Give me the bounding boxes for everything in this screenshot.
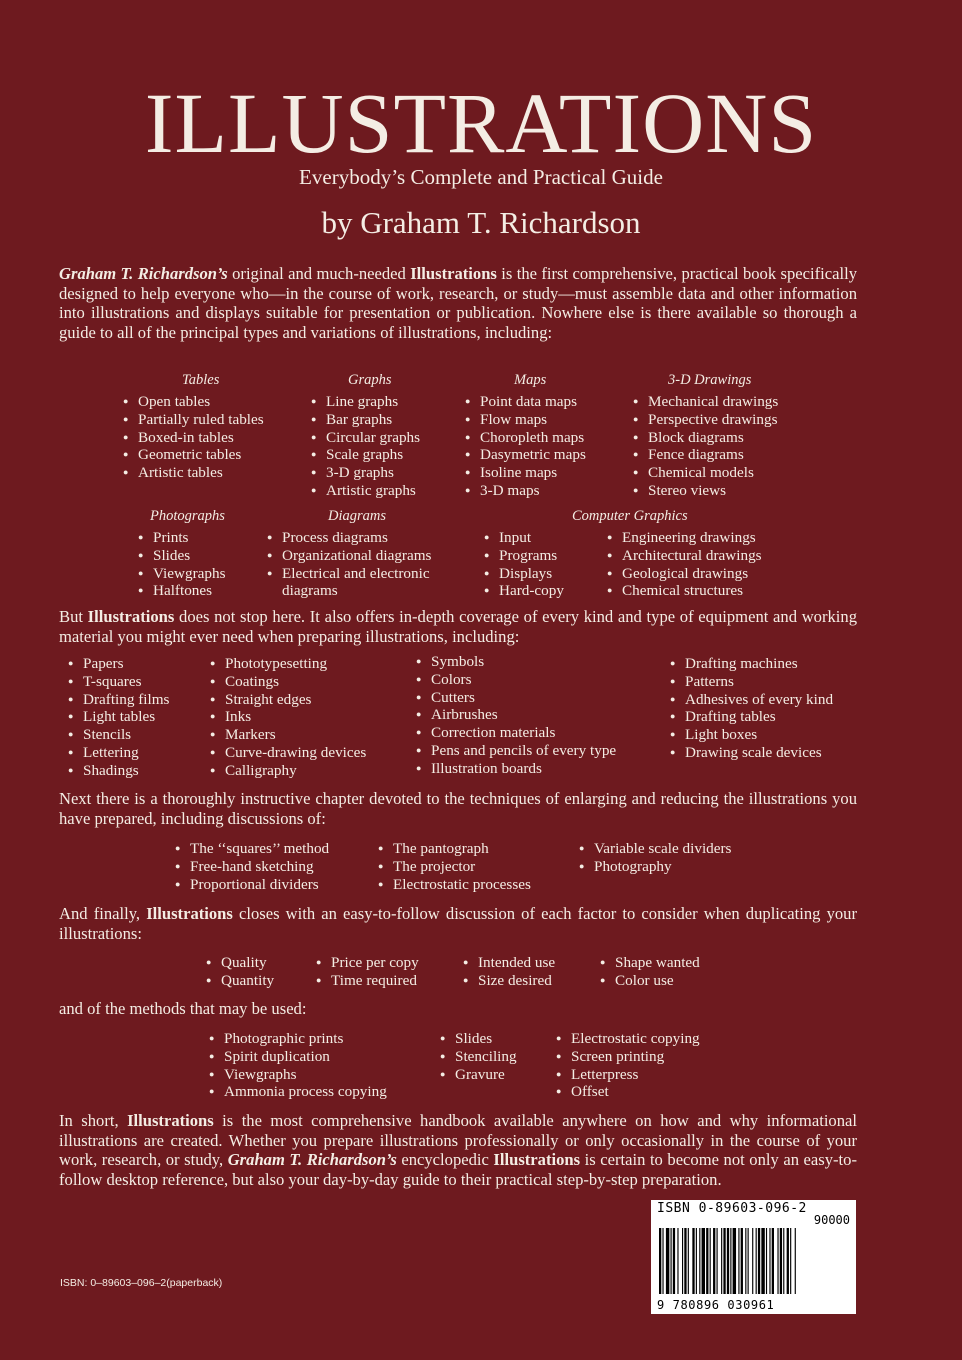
- list-item: ● Ammonia process copying: [209, 1083, 387, 1101]
- intro-book-title: Illustrations: [410, 264, 497, 283]
- list-item: ● Shape wanted: [600, 954, 700, 972]
- list-item: ● Cutters: [416, 689, 616, 707]
- list-photographs: [138, 529, 225, 600]
- list-tables: [123, 393, 264, 482]
- list-item: ● Hard-copy: [484, 582, 564, 600]
- enlarging-paragraph: Next there is a thoroughly instructive chapter devoted to the techniques of enlarging and reducing the illustrations you have prepared, including discussions of:: [59, 789, 857, 828]
- intro-paragraph: [59, 264, 857, 342]
- closing-text-2: is the most comprehensive handbook available anywhere on how and why informational illustrations are created. Whether you prepare illustrations professionally or only occasionally in the course of your work, research, or study,: [59, 1111, 857, 1169]
- duplicating-text-1: And finally,: [59, 904, 147, 923]
- list-item: ● Correction materials: [416, 724, 616, 742]
- list-item: ● Viewgraphs: [209, 1066, 387, 1084]
- list-item: ● Phototypesetting: [210, 655, 366, 673]
- list-item: ● Calligraphy: [210, 762, 366, 780]
- list-item: ● Isoline maps: [465, 464, 586, 482]
- list-item: ● Curve-drawing devices: [210, 744, 366, 762]
- list-item: ● Slides: [138, 547, 225, 565]
- list-item: ● Viewgraphs: [138, 565, 225, 583]
- list-item: ● Price per copy: [316, 954, 419, 972]
- equipment-text-2: does not stop here. It also offers in-depth coverage of every kind and type of equipment and working material you might ever need when preparing illustrations, including:: [59, 607, 857, 646]
- list-equipment-2: [210, 655, 366, 780]
- list-item: ● Letterpress: [556, 1066, 700, 1084]
- list-item: ● Size desired: [463, 972, 555, 990]
- list-item: ● Circular graphs: [311, 429, 420, 447]
- list-item: ● Displays: [484, 565, 564, 583]
- list-item: ● Input: [484, 529, 564, 547]
- duplicating-book-title: Illustrations: [146, 904, 233, 923]
- barcode-label: [651, 1200, 856, 1314]
- duplicating-text-2: closes with an easy-to-follow discussion of each factor to consider when duplicating your illustrations:: [59, 904, 857, 943]
- heading-tables: Tables: [182, 372, 220, 388]
- list-equipment-3: [416, 653, 616, 778]
- equipment-paragraph: [59, 607, 857, 646]
- list-item: ● Process diagrams: [267, 529, 431, 547]
- byline: by Graham T. Richardson: [321, 205, 641, 240]
- list-item: ● Drafting films: [68, 691, 169, 709]
- list-item: ● Symbols: [416, 653, 616, 671]
- list-item: ● T-squares: [68, 673, 169, 691]
- list-item: ● Shadings: [68, 762, 169, 780]
- list-item: ● Flow maps: [465, 411, 586, 429]
- list-enlarging-2: [378, 840, 531, 893]
- list-item: ● Spirit duplication: [209, 1048, 387, 1066]
- list-item: ● Offset: [556, 1083, 700, 1101]
- list-equipment-1: [68, 655, 169, 780]
- list-item: ● The projector: [378, 858, 531, 876]
- closing-book-title-2: Illustrations: [493, 1150, 581, 1169]
- heading-diagrams: Diagrams: [328, 508, 387, 524]
- heading-computer-graphics: Computer Graphics: [572, 508, 688, 524]
- closing-paragraph: [59, 1111, 857, 1189]
- list-factors-4: [600, 954, 700, 990]
- list-item: ● Quality: [206, 954, 274, 972]
- list-item: ● Proportional dividers: [175, 876, 329, 894]
- list-item: ● 3-D maps: [465, 482, 586, 500]
- list-item: ● Colors: [416, 671, 616, 689]
- closing-text-3: encyclopedic: [396, 1150, 494, 1169]
- intro-text-2: is the first comprehensive, practical book specifically designed to help everyone who—in the course of work, research, or study—must assemble data and other information into illustrations and displays suitable for presentation or publication. Nowhere else is there available so thorough a guide to all of the principal types and variations of illustrations, including:: [59, 264, 857, 342]
- list-item: ● Line graphs: [311, 393, 420, 411]
- list-item: ● Geometric tables: [123, 446, 264, 464]
- list-item: ● Perspective drawings: [633, 411, 778, 429]
- list-item: ● Color use: [600, 972, 700, 990]
- list-item: ● Open tables: [123, 393, 264, 411]
- list-item: ● The ‘‘squares’’ method: [175, 840, 329, 858]
- list-item: ● Electrostatic processes: [378, 876, 531, 894]
- list-item: ● Bar graphs: [311, 411, 420, 429]
- list-methods-3: [556, 1030, 700, 1101]
- closing-book-title-1: Illustrations: [127, 1111, 214, 1130]
- list-item: ● Time required: [316, 972, 419, 990]
- subtitle: Everybody’s Complete and Practical Guide: [299, 165, 663, 189]
- list-3d-drawings: [633, 393, 778, 500]
- equipment-text-1: But: [59, 607, 88, 626]
- list-item: ● Gravure: [440, 1066, 517, 1084]
- list-item: ● Adhesives of every kind: [670, 691, 833, 709]
- list-item: ● Photographic prints: [209, 1030, 387, 1048]
- list-factors-1: [206, 954, 274, 990]
- barcode-graphic: [659, 1228, 849, 1294]
- list-item: ● Partially ruled tables: [123, 411, 264, 429]
- list-item: ● Straight edges: [210, 691, 366, 709]
- list-item: ● Slides: [440, 1030, 517, 1048]
- intro-author: Graham T. Richardson’s: [59, 264, 228, 283]
- list-item: ● The pantograph: [378, 840, 531, 858]
- list-item: ● Chemical models: [633, 464, 778, 482]
- list-computer-graphics-a: [484, 529, 564, 600]
- list-item: ● Photography: [579, 858, 731, 876]
- list-item: ● Scale graphs: [311, 446, 420, 464]
- list-factors-3: [463, 954, 555, 990]
- closing-text-4: is certain to become not only an easy-to-follow desktop reference, but also your day-by-day guide to their practical step-by-step preparation.: [59, 1150, 857, 1189]
- list-item: ● Stencils: [68, 726, 169, 744]
- list-item-continuation: diagrams: [282, 582, 338, 600]
- list-item: ● Drawing scale devices: [670, 744, 833, 762]
- list-item: ● Free-hand sketching: [175, 858, 329, 876]
- duplicating-paragraph: [59, 904, 857, 943]
- list-methods-1: [209, 1030, 387, 1101]
- list-item: ● Dasymetric maps: [465, 446, 586, 464]
- list-item: ● Stereo views: [633, 482, 778, 500]
- list-item: ● Point data maps: [465, 393, 586, 411]
- list-item: ● Airbrushes: [416, 706, 616, 724]
- list-item: ● Halftones: [138, 582, 225, 600]
- methods-paragraph: and of the methods that may be used:: [59, 999, 307, 1018]
- barcode-addon: 90000: [813, 1213, 850, 1227]
- list-item: ● Organizational diagrams: [267, 547, 431, 565]
- list-item: ● Papers: [68, 655, 169, 673]
- list-equipment-4: [670, 655, 833, 762]
- list-item: ● Illustration boards: [416, 760, 616, 778]
- list-item: ● Screen printing: [556, 1048, 700, 1066]
- list-item: ● Choropleth maps: [465, 429, 586, 447]
- list-item: ● Drafting machines: [670, 655, 833, 673]
- intro-text-1: original and much-needed: [227, 264, 411, 283]
- list-maps: [465, 393, 586, 500]
- list-item: ● Drafting tables: [670, 708, 833, 726]
- list-computer-graphics-b: [607, 529, 762, 600]
- barcode-isbn-line: ISBN 0-89603-096-2: [657, 1201, 807, 1216]
- list-item: ● Mechanical drawings: [633, 393, 778, 411]
- closing-text-1: In short,: [59, 1111, 128, 1130]
- list-item: ● Variable scale dividers: [579, 840, 731, 858]
- heading-3d-drawings: 3-D Drawings: [668, 372, 752, 388]
- list-factors-2: [316, 954, 419, 990]
- list-item: ● Boxed-in tables: [123, 429, 264, 447]
- list-item: ● Programs: [484, 547, 564, 565]
- closing-author: Graham T. Richardson’s: [227, 1150, 397, 1169]
- list-item: ● Intended use: [463, 954, 555, 972]
- list-item: ● Block diagrams: [633, 429, 778, 447]
- list-item: ● Inks: [210, 708, 366, 726]
- list-item: ● Artistic graphs: [311, 482, 420, 500]
- list-enlarging-3: [579, 840, 731, 876]
- list-item: ● Fence diagrams: [633, 446, 778, 464]
- heading-graphs: Graphs: [348, 372, 392, 388]
- list-diagrams: [267, 529, 431, 600]
- list-item: ● Coatings: [210, 673, 366, 691]
- list-item: ● Chemical structures: [607, 582, 762, 600]
- isbn-footer: ISBN: 0–89603–096–2(paperback): [60, 1277, 223, 1289]
- list-item: ● Quantity: [206, 972, 274, 990]
- list-item: ● Electrical and electronic: [267, 565, 431, 583]
- list-item: ● Patterns: [670, 673, 833, 691]
- list-methods-2: [440, 1030, 517, 1083]
- heading-photographs: Photographs: [150, 508, 225, 524]
- list-item: ● Stenciling: [440, 1048, 517, 1066]
- list-item: ● Markers: [210, 726, 366, 744]
- list-item: ● Light tables: [68, 708, 169, 726]
- equipment-book-title: Illustrations: [87, 607, 175, 626]
- list-item: ● Architectural drawings: [607, 547, 762, 565]
- list-enlarging-1: [175, 840, 329, 893]
- list-item: ● Electrostatic copying: [556, 1030, 700, 1048]
- barcode-ean-number: 9 780896 030961: [657, 1298, 775, 1312]
- list-item: ● Lettering: [68, 744, 169, 762]
- list-item: ● Engineering drawings: [607, 529, 762, 547]
- list-item: ● Light boxes: [670, 726, 833, 744]
- book-title: ILLUSTRATIONS: [144, 75, 818, 171]
- heading-maps: Maps: [514, 372, 547, 388]
- list-item: ● Prints: [138, 529, 225, 547]
- list-item: ● Artistic tables: [123, 464, 264, 482]
- list-item: ● 3-D graphs: [311, 464, 420, 482]
- list-item: ● Pens and pencils of every type: [416, 742, 616, 760]
- list-item: ● Geological drawings: [607, 565, 762, 583]
- list-graphs: [311, 393, 420, 500]
